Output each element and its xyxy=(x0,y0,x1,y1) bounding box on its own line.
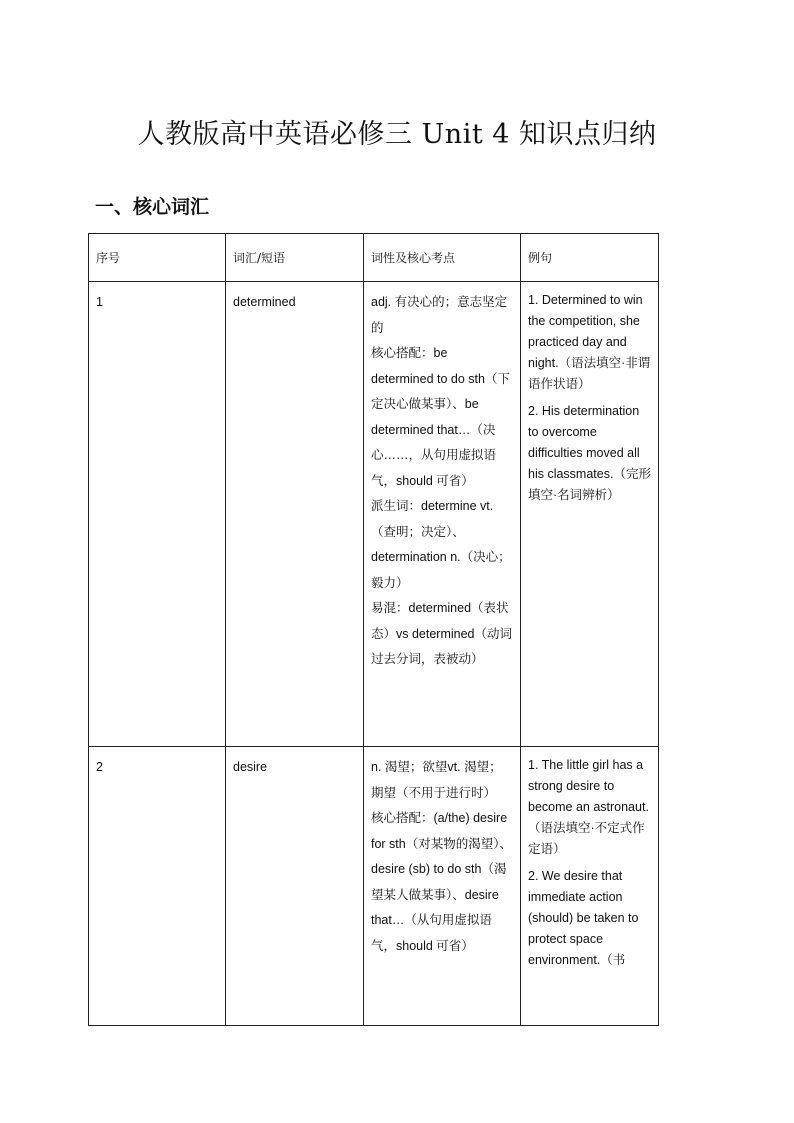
header-number: 序号 xyxy=(89,234,226,282)
row-word: determined xyxy=(226,282,364,747)
point-text: 核心搭配：(a/the) desire for sth（对某物的渴望）、desire (sb) to do sth（渴望某人做某事）、desire that…（从句用虚拟语气，should 可省） xyxy=(371,811,512,953)
point-text: 派生词：determine vt.（查明；决定）、determination n.（决心；毅力） xyxy=(371,499,511,590)
table-row xyxy=(89,747,659,1026)
point-text: adj. 有决心的；意志坚定的 xyxy=(371,295,508,335)
section-heading: 一、核心词汇 xyxy=(95,196,210,218)
header-points: 词性及核心考点 xyxy=(364,234,521,282)
row-points xyxy=(364,282,521,747)
table-header-row xyxy=(89,234,659,282)
point-text: 易混：determined（表状态）vs determined（动词过去分词，表被动） xyxy=(371,601,513,666)
row-word: desire xyxy=(226,747,364,1026)
point-text: 核心搭配：be determined to do sth（下定决心做某事）、be determined that…（决心……，从句用虚拟语气，should 可省） xyxy=(371,346,510,488)
row-number: 2 xyxy=(89,747,226,1026)
row-examples xyxy=(521,282,659,747)
row-examples xyxy=(521,747,659,1026)
row-number: 1 xyxy=(89,282,226,747)
document-title: 人教版高中英语必修三 Unit 4 知识点归纳 xyxy=(137,119,657,150)
example-text: 2. We desire that immediate action (should) be taken to protect space environment.（书 xyxy=(528,869,639,967)
vocabulary-table xyxy=(88,233,659,1026)
row-points xyxy=(364,747,521,1026)
example-text: 2. His determination to overcome difficulties moved all his classmates.（完形填空·名词辨析） xyxy=(528,404,651,502)
header-word: 词汇/短语 xyxy=(226,234,364,282)
point-text: n. 渴望；欲望vt. 渴望；期望（不用于进行时） xyxy=(371,760,502,800)
example-text: 1. The little girl has a strong desire to become an astronaut.（语法填空·不定式作定语） xyxy=(528,758,649,856)
example-text: 1. Determined to win the competition, she practiced day and night.（语法填空·非谓语作状语） xyxy=(528,293,651,391)
header-examples: 例句 xyxy=(521,234,659,282)
table-row xyxy=(89,282,659,747)
